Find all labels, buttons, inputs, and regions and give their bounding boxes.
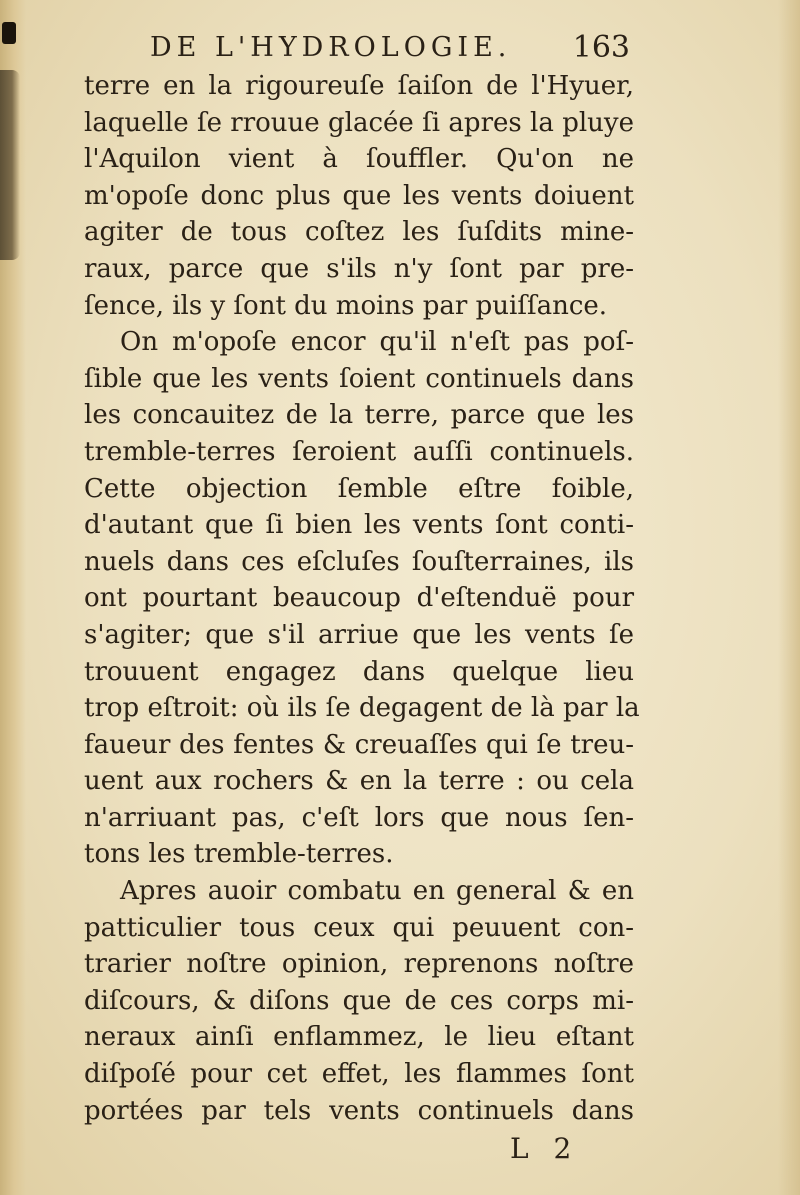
text-line: s'agiter; que s'il arriue que les vents ſe xyxy=(84,619,634,650)
text-line: faueur des fentes & creuaſſes qui ſe treu- xyxy=(84,729,634,760)
text-line: Apres auoir combatu en general & en xyxy=(120,876,634,907)
text-line: d'autant que ſi bien les vents ſont conti- xyxy=(84,510,634,541)
text-line: diſcours, & diſons que de ces corps mi- xyxy=(84,985,634,1016)
text-line: ſence, ils y ſont du moins par puiſſance. xyxy=(84,290,608,321)
page-binding-shadow xyxy=(0,70,20,260)
text-line: portées par tels vents continuels dans xyxy=(84,1095,634,1126)
page-header xyxy=(150,28,630,72)
text-line: tremble-terres ſeroient auſſi continuels. xyxy=(84,436,634,467)
text-line: n'arriuant pas, c'eſt lors que nous ſen- xyxy=(84,802,634,833)
text-line: l'Aquilon vient à ſouffler. Qu'on ne xyxy=(84,144,634,175)
text-line: les concauitez de la terre, parce que les xyxy=(84,400,634,431)
text-line: agiter de tous coſtez les ſuſdits mine- xyxy=(84,217,634,248)
text-line: patticulier tous ceux qui peuuent con- xyxy=(84,912,634,943)
text-line: tons les tremble-terres. xyxy=(84,839,394,870)
text-line: m'opoſe donc plus que les vents doiuent xyxy=(84,180,634,211)
text-line: neraux ainſi enflammez, le lieu eſtant xyxy=(84,1022,634,1053)
signature-mark: L 2 xyxy=(510,1132,580,1165)
text-line: terre en la rigoureuſe ſaiſon de l'Hyuer, xyxy=(84,71,634,101)
running-head: DE L'HYDROLOGIE. xyxy=(150,32,512,63)
text-line: trop eſtroit: où ils ſe degagent de là par la xyxy=(84,693,640,724)
text-line: nuels dans ces eſcluſes ſouſterraines, ils xyxy=(84,546,634,577)
body-text xyxy=(84,68,640,1129)
text-line: trarier noſtre opinion, reprenons noſtre xyxy=(84,949,634,980)
text-line: laquelle ſe rrouue glacée ſi apres la pluye xyxy=(84,107,634,138)
text-line: raux, parce que s'ils n'y ſont par pre- xyxy=(84,253,634,284)
text-line: ſible que les vents ſoient continuels dans xyxy=(84,363,634,394)
ink-stain xyxy=(2,22,16,44)
text-line: ont pourtant beaucoup d'eſtenduë pour xyxy=(84,583,634,614)
text-line: trouuent engagez dans quelque lieu xyxy=(84,656,634,687)
text-line: uent aux rochers & en la terre : ou cela xyxy=(84,766,634,797)
text-line: Cette objection ſemble eſtre foible, xyxy=(84,473,634,504)
page-number: 163 xyxy=(572,30,630,65)
text-line: On m'opoſe encor qu'il n'eſt pas poſ- xyxy=(120,327,634,358)
text-line: diſpoſé pour cet effet, les flammes ſont xyxy=(84,1059,634,1090)
page-outer-edge xyxy=(778,0,800,1195)
